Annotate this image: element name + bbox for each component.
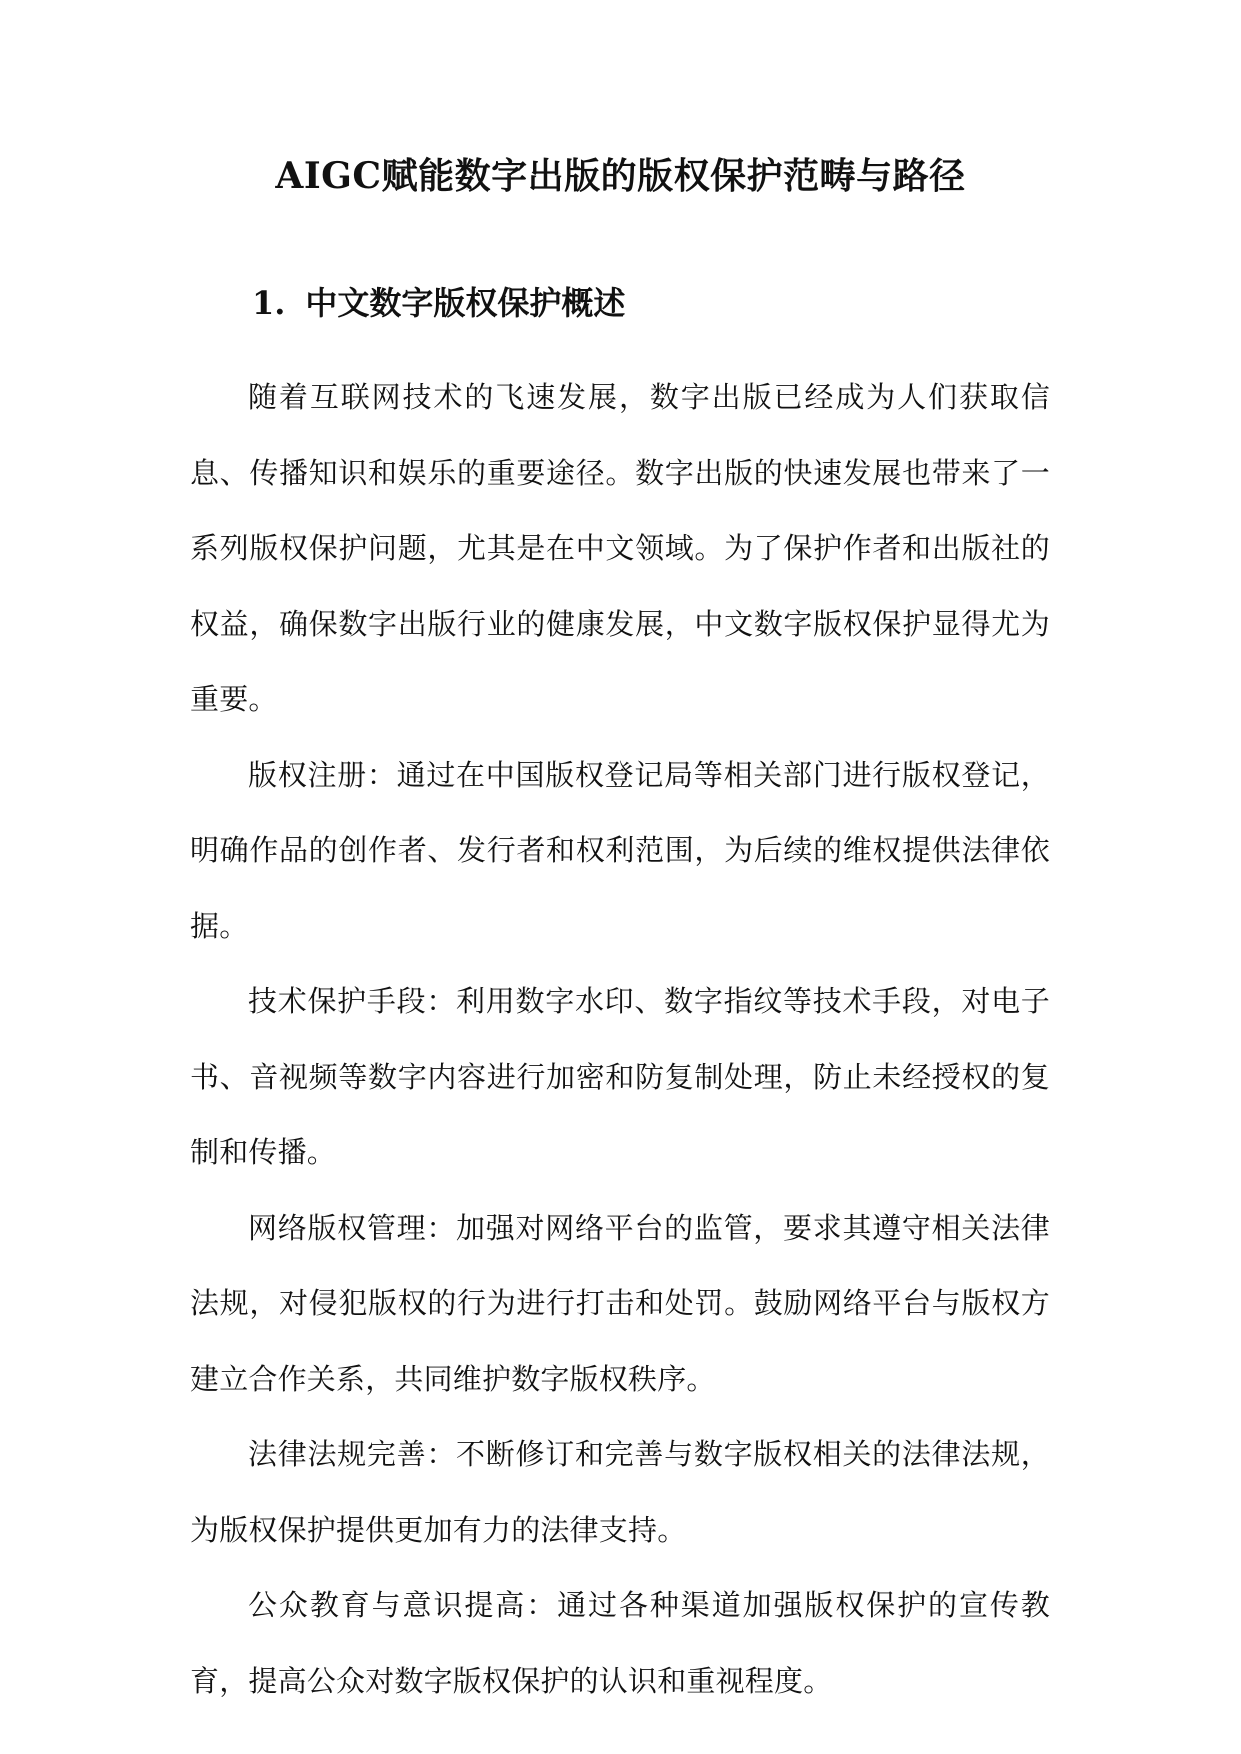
paragraph-legal-improvement: 法律法规完善：不断修订和完善与数字版权相关的法律法规，为版权保护提供更加有力的法律支持。	[190, 1437, 1050, 1547]
paragraph-technical-protection: 技术保护手段：利用数字水印、数字指纹等技术手段，对电子书、音视频等数字内容进行加密和防复制处理，防止未经授权的复制和传播。	[190, 984, 1050, 1169]
paragraph-copyright-registration: 版权注册：通过在中国版权登记局等相关部门进行版权登记，明确作品的创作者、发行者和权利范围，为后续的维权提供法律依据。	[190, 757, 1050, 943]
paragraph-public-education: 公众教育与意识提高：通过各种渠道加强版权保护的宣传教育，提高公众对数字版权保护的认识和重视程度。	[190, 1588, 1050, 1698]
section-heading-text: 中文数字版权保护概述	[305, 284, 626, 322]
document-title: AIGC赋能数字出版的版权保护范畴与路径	[275, 155, 966, 197]
section-number: 1.	[252, 284, 286, 322]
section-heading	[252, 278, 625, 328]
paragraph-network-copyright-management: 网络版权管理：加强对网络平台的监管，要求其遵守相关法律法规，对侵犯版权的行为进行打击和处罚。鼓励网络平台与版权方建立合作关系，共同维护数字版权秩序。	[190, 1210, 1050, 1396]
section-body	[190, 360, 1050, 1719]
paragraph-intro: 随着互联网技术的飞速发展，数字出版已经成为人们获取信息、传播知识和娱乐的重要途径。数字出版的快速发展也带来了一系列版权保护问题，尤其是在中文领域。为了保护作者和出版社的权益，确保数字出版行业的健康发展，中文数字版权保护显得尤为重要。	[190, 380, 1050, 716]
